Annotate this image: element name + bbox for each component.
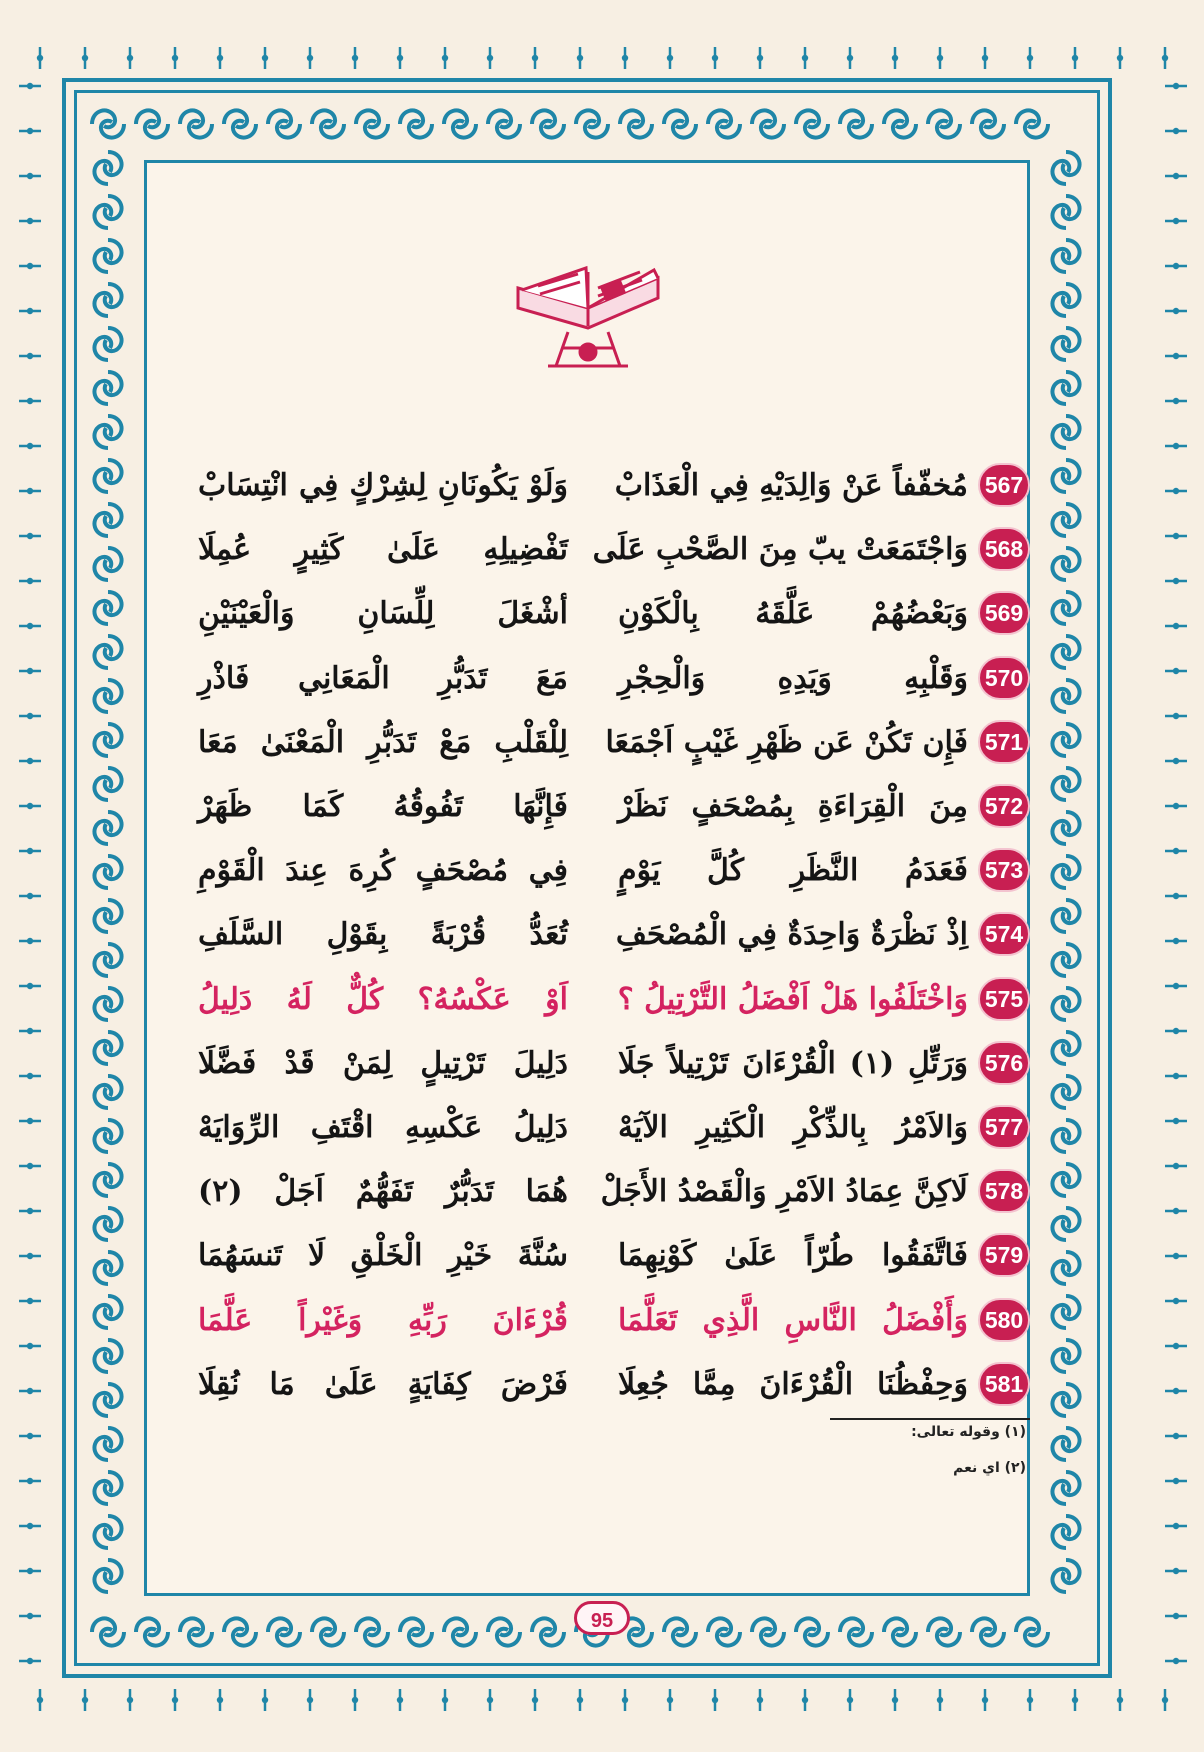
border-tick	[847, 1689, 853, 1711]
arabesque-motif	[356, 110, 388, 137]
verse-first-hemistich: وَرَتِّلِ (١) الْقُرْءَانَ تَرْتِيلاً جَلَا	[618, 1045, 968, 1081]
verse-row	[160, 586, 1030, 642]
border-tick	[19, 938, 41, 944]
border-tick	[217, 47, 223, 69]
border-tick	[19, 758, 41, 764]
arabesque-motif	[94, 328, 121, 360]
border-tick	[19, 308, 41, 314]
arabesque-motif	[576, 110, 608, 137]
verse-number-badge: 575	[978, 977, 1030, 1021]
arabesque-motif	[1052, 328, 1079, 360]
arabesque-motif	[884, 110, 916, 137]
arabesque-motif	[94, 1252, 121, 1284]
arabesque-motif	[94, 592, 121, 624]
border-tick	[1165, 1028, 1187, 1034]
border-tick	[19, 1568, 41, 1574]
verse-second-hemistich: فِي مُصْحَفٍ كُرِهَ عِندَ الْقَوْمِ	[198, 853, 568, 889]
border-tick	[19, 263, 41, 269]
arabesque-motif	[1052, 1032, 1079, 1064]
arabesque-motif	[94, 416, 121, 448]
verse-first-hemistich: فَعَدَمُ النَّظَرِ كُلَّ يَوْمٍ	[618, 853, 968, 889]
border-tick	[1165, 1253, 1187, 1259]
arabesque-motif	[94, 1472, 121, 1504]
arabesque-motif	[1052, 856, 1079, 888]
border-tick	[1165, 938, 1187, 944]
verse-second-hemistich: دَلِيلُ عَكْسِهِ اقْتَفِ الرِّوَايَهْ	[198, 1110, 568, 1145]
border-tick	[1027, 1689, 1033, 1711]
verse-second-hemistich: فَإِنَّهَا تَفُوقُهُ كَمَا ظَهَرْ	[198, 789, 568, 824]
verse-second-hemistich: قُرْءَانَ رَبِّهِ وَغَيْراً عَلَّمَا	[198, 1302, 568, 1338]
arabesque-motif	[94, 680, 121, 712]
arabesque-motif	[94, 636, 121, 668]
arabesque-motif	[400, 1618, 432, 1645]
border-tick	[442, 47, 448, 69]
arabesque-motif	[928, 110, 960, 137]
verse-row	[160, 907, 1030, 963]
border-tick	[1165, 1658, 1187, 1664]
border-tick	[19, 848, 41, 854]
border-tick	[1165, 1478, 1187, 1484]
arabesque-motif	[136, 110, 168, 137]
border-tick	[937, 1689, 943, 1711]
border-tick	[397, 47, 403, 69]
arabesque-motif	[752, 1618, 784, 1645]
border-tick	[982, 1689, 988, 1711]
border-tick	[1072, 47, 1078, 69]
verse-row	[160, 1228, 1030, 1284]
arabesque-motif	[312, 110, 344, 137]
arabesque-motif	[488, 1618, 520, 1645]
border-tick	[172, 1689, 178, 1711]
verse-second-hemistich: دَلِيلَ تَرْتِيلٍ لِمَنْ قَدْ فَضَّلَا	[198, 1045, 568, 1081]
arabesque-motif	[94, 152, 121, 184]
border-tick	[667, 47, 673, 69]
quran-stand-icon	[508, 248, 668, 378]
arabesque-motif	[94, 1076, 121, 1108]
border-tick	[1165, 308, 1187, 314]
verse-second-hemistich: فَرْضَ كِفَايَةٍ عَلَىٰ مَا نُقِلَا	[198, 1366, 568, 1402]
arabesque-motif	[94, 856, 121, 888]
verse-number-badge: 576	[978, 1041, 1030, 1085]
arabesque-motif	[664, 110, 696, 137]
arabesque-motif	[92, 110, 124, 137]
footnote-1: (١) وقوله تعالى:	[911, 1424, 1026, 1440]
verse-number-badge: 581	[978, 1362, 1030, 1406]
border-tick	[532, 47, 538, 69]
border-tick	[19, 1523, 41, 1529]
arabesque-motif	[94, 1428, 121, 1460]
arabesque-motif	[1052, 1208, 1079, 1240]
arabesque-motif	[1052, 1120, 1079, 1152]
arabesque-motif	[1052, 460, 1079, 492]
verse-second-hemistich: سُنَّةَ خَيْرِ الْخَلْقِ لَا تَنسَهُمَا	[198, 1238, 568, 1274]
border-tick	[127, 47, 133, 69]
verse-second-hemistich: تَفْضِيلِهِ عَلَىٰ كَثِيرٍ عُمِلَا	[198, 532, 568, 568]
border-tick	[1165, 1073, 1187, 1079]
arabesque-motif	[840, 110, 872, 137]
arabesque-motif	[94, 460, 121, 492]
verse-row	[160, 779, 1030, 835]
arabesque-motif	[1052, 724, 1079, 756]
border-tick	[19, 488, 41, 494]
arabesque-motif	[1052, 1560, 1079, 1592]
arabesque-motif	[94, 944, 121, 976]
border-tick	[1165, 803, 1187, 809]
arabesque-motif	[840, 1618, 872, 1645]
border-tick	[1165, 848, 1187, 854]
border-tick	[307, 47, 313, 69]
verse-number-badge: 570	[978, 656, 1030, 700]
verse-first-hemistich: اِذْ نَظْرَةٌ وَاحِدَةٌ فِي الْمُصْحَفِ	[615, 917, 968, 953]
border-tick	[37, 47, 43, 69]
border-tick	[1165, 1208, 1187, 1214]
arabesque-motif	[1052, 900, 1079, 932]
border-tick	[1165, 1388, 1187, 1394]
arabesque-motif	[664, 1618, 696, 1645]
border-tick	[1165, 443, 1187, 449]
arabesque-motif	[94, 548, 121, 580]
border-tick	[82, 47, 88, 69]
verse-first-hemistich: وَأَفْضَلُ النَّاسِ الَّذِي تَعَلَّمَا	[618, 1302, 968, 1338]
verse-first-hemistich: وَاخْتَلَفُوا هَلْ اَفْضَلُ التَّرْتِيلُ ؟	[617, 981, 968, 1017]
arabesque-motif	[1052, 372, 1079, 404]
arabesque-motif	[94, 504, 121, 536]
arabesque-motif	[532, 1618, 564, 1645]
border-tick	[19, 1343, 41, 1349]
verse-number-badge: 571	[978, 720, 1030, 764]
arabesque-motif	[94, 768, 121, 800]
border-tick	[19, 893, 41, 899]
arabesque-motif	[92, 1618, 124, 1645]
verse-number-badge: 569	[978, 591, 1030, 635]
border-tick	[1165, 83, 1187, 89]
arabesque-motif	[94, 1340, 121, 1372]
arabesque-motif	[884, 1618, 916, 1645]
arabesque-motif	[94, 812, 121, 844]
verse-number-badge: 579	[978, 1233, 1030, 1277]
arabesque-motif	[1052, 812, 1079, 844]
border-tick	[397, 1689, 403, 1711]
border-tick	[19, 1028, 41, 1034]
border-tick	[1072, 1689, 1078, 1711]
arabesque-motif	[1052, 1516, 1079, 1548]
arabesque-motif	[94, 196, 121, 228]
border-tick	[19, 218, 41, 224]
border-tick	[442, 1689, 448, 1711]
border-tick	[1165, 353, 1187, 359]
border-tick	[19, 1433, 41, 1439]
arabesque-motif	[796, 110, 828, 137]
border-tick	[19, 803, 41, 809]
border-tick	[19, 1073, 41, 1079]
verse-second-hemistich: هُمَا تَدَبُّرٌ تَفَهُّمٌ اَجَلْ (٢)	[198, 1174, 568, 1210]
border-tick	[982, 47, 988, 69]
verse-number-badge: 580	[978, 1298, 1030, 1342]
verse-first-hemistich: وَقَلْبِهِ وَيَدِهِ وَالْحِجْرِ	[618, 660, 968, 696]
border-tick	[307, 1689, 313, 1711]
arabesque-motif	[708, 110, 740, 137]
border-tick	[1165, 1568, 1187, 1574]
verse-first-hemistich: لَاكِنَّ عِمَادُ الاَمْرِ وَالْقَصْدُ الأَجَلْ	[600, 1174, 968, 1210]
verse-first-hemistich: فَإِن تَكُنْ عَن ظَهْرِ غَيْبٍ اَجْمَعَا	[605, 724, 968, 760]
arabesque-motif	[356, 1618, 388, 1645]
border-tick	[19, 1163, 41, 1169]
border-tick	[262, 1689, 268, 1711]
border-tick	[1165, 623, 1187, 629]
verse-number-badge: 567	[978, 463, 1030, 507]
border-tick	[1165, 1298, 1187, 1304]
page-number: 95	[574, 1601, 630, 1635]
border-tick	[1165, 173, 1187, 179]
verse-number-badge: 572	[978, 784, 1030, 828]
verse-number-badge: 578	[978, 1169, 1030, 1213]
arabesque-motif	[94, 1032, 121, 1064]
arabesque-motif	[1052, 680, 1079, 712]
arabesque-motif	[268, 1618, 300, 1645]
arabesque-motif	[928, 1618, 960, 1645]
arabesque-motif	[1052, 1340, 1079, 1372]
verse-row	[160, 1100, 1030, 1156]
border-tick	[172, 47, 178, 69]
border-tick	[667, 1689, 673, 1711]
border-tick	[19, 983, 41, 989]
border-tick	[1117, 1689, 1123, 1711]
border-tick	[577, 1689, 583, 1711]
arabesque-motif	[94, 1164, 121, 1196]
verse-row	[160, 1036, 1030, 1092]
arabesque-motif	[752, 110, 784, 137]
border-tick	[19, 623, 41, 629]
border-tick	[37, 1689, 43, 1711]
arabesque-motif	[1052, 416, 1079, 448]
border-tick	[1165, 668, 1187, 674]
border-tick	[19, 1613, 41, 1619]
arabesque-motif	[1052, 1472, 1079, 1504]
verse-second-hemistich: لِلْقَلْبِ مَعْ تَدَبُّرِ الْمَعْنَىٰ مَعَا	[198, 724, 568, 760]
border-tick	[1165, 533, 1187, 539]
arabesque-motif	[94, 1560, 121, 1592]
arabesque-motif	[136, 1618, 168, 1645]
verse-number-badge: 574	[978, 912, 1030, 956]
border-tick	[19, 1478, 41, 1484]
arabesque-motif	[1052, 1164, 1079, 1196]
verse-second-hemistich: وَلَوْ يَكُونَانِ لِشِرْكٍ فِي انْتِسَابْ	[198, 468, 568, 503]
arabesque-motif	[224, 110, 256, 137]
border-tick	[19, 668, 41, 674]
verse-second-hemistich: تُعَدُّ قُرْبَةً بِقَوْلِ السَّلَفِ	[198, 917, 568, 953]
border-tick	[1165, 488, 1187, 494]
arabesque-motif	[180, 1618, 212, 1645]
border-tick	[1165, 713, 1187, 719]
border-tick	[217, 1689, 223, 1711]
border-tick	[802, 47, 808, 69]
verse-second-hemistich: أشْغَلَ لِلِّسَانِ وَالْعَيْنَيْنِ	[198, 596, 568, 632]
arabesque-motif	[972, 110, 1004, 137]
border-tick	[1165, 893, 1187, 899]
verse-row	[160, 458, 1030, 514]
border-tick	[1165, 1343, 1187, 1349]
border-tick	[622, 47, 628, 69]
verse-second-hemistich: مَعَ تَدَبُّرِ الْمَعَانِي فَاذْرِ	[198, 660, 568, 696]
border-tick	[1165, 1523, 1187, 1529]
verse-number-badge: 577	[978, 1105, 1030, 1149]
border-tick	[487, 47, 493, 69]
border-tick	[1117, 47, 1123, 69]
arabesque-motif	[1052, 504, 1079, 536]
border-tick	[1165, 758, 1187, 764]
border-tick	[19, 713, 41, 719]
border-tick	[1165, 128, 1187, 134]
arabesque-motif	[94, 284, 121, 316]
arabesque-motif	[94, 1384, 121, 1416]
verse-row	[160, 715, 1030, 771]
border-tick	[19, 83, 41, 89]
footnote-rule	[830, 1418, 1030, 1420]
arabesque-motif	[796, 1618, 828, 1645]
arabesque-motif	[1052, 1076, 1079, 1108]
border-tick	[19, 128, 41, 134]
footnote-2: (٢) اي نعم	[953, 1460, 1026, 1476]
border-tick	[19, 398, 41, 404]
border-tick	[1165, 1613, 1187, 1619]
arabesque-motif	[312, 1618, 344, 1645]
border-tick	[1165, 263, 1187, 269]
arabesque-motif	[94, 1296, 121, 1328]
border-tick	[1162, 47, 1168, 69]
verse-row	[160, 1293, 1030, 1349]
border-tick	[1162, 1689, 1168, 1711]
verse-number-badge: 573	[978, 848, 1030, 892]
arabesque-motif	[268, 110, 300, 137]
arabesque-motif	[180, 110, 212, 137]
border-tick	[1165, 1163, 1187, 1169]
border-tick	[622, 1689, 628, 1711]
border-tick	[19, 1298, 41, 1304]
border-tick	[1165, 218, 1187, 224]
border-tick	[577, 47, 583, 69]
border-tick	[712, 1689, 718, 1711]
border-tick	[19, 1658, 41, 1664]
verse-first-hemistich: فَاتَّفَقُوا طُرّاً عَلَىٰ كَوْنِهِمَا	[618, 1238, 968, 1274]
border-tick	[1165, 398, 1187, 404]
border-tick	[757, 47, 763, 69]
verse-first-hemistich: وَبَعْضُهُمْ عَلَّقَهُ بِالْكَوْنِ	[618, 596, 968, 632]
arabesque-motif	[1052, 988, 1079, 1020]
verse-number-badge: 568	[978, 527, 1030, 571]
verse-first-hemistich: وَحِفْظُنَا الْقُرْءَانَ مِمَّا جُعِلَا	[618, 1366, 968, 1402]
border-tick	[127, 1689, 133, 1711]
border-tick	[892, 47, 898, 69]
arabesque-motif	[1016, 110, 1048, 137]
border-tick	[892, 1689, 898, 1711]
arabesque-motif	[94, 1120, 121, 1152]
border-tick	[1165, 983, 1187, 989]
border-tick	[937, 47, 943, 69]
arabesque-motif	[400, 110, 432, 137]
border-tick	[82, 1689, 88, 1711]
arabesque-motif	[488, 110, 520, 137]
arabesque-motif	[94, 1516, 121, 1548]
border-tick	[19, 1118, 41, 1124]
arabesque-motif	[1016, 1618, 1048, 1645]
arabesque-motif	[94, 988, 121, 1020]
verse-row	[160, 843, 1030, 899]
border-tick	[532, 1689, 538, 1711]
arabesque-motif	[1052, 152, 1079, 184]
arabesque-motif	[620, 110, 652, 137]
arabesque-motif	[94, 900, 121, 932]
arabesque-motif	[1052, 768, 1079, 800]
border-tick	[1165, 578, 1187, 584]
verse-first-hemistich: مِنَ الْقِرَاءَةِ بِمُصْحَفٍ نَظَرْ	[618, 789, 968, 824]
border-tick	[1165, 1433, 1187, 1439]
border-tick	[19, 173, 41, 179]
arabesque-motif	[444, 1618, 476, 1645]
verse-first-hemistich: مُخفّفاً عَنْ وَالِدَيْهِ فِي الْعَذَابْ	[614, 468, 968, 503]
arabesque-motif	[94, 1208, 121, 1240]
border-tick	[847, 47, 853, 69]
border-tick	[352, 1689, 358, 1711]
arabesque-motif	[1052, 284, 1079, 316]
arabesque-motif	[94, 240, 121, 272]
arabesque-motif	[94, 372, 121, 404]
border-tick	[19, 1208, 41, 1214]
verse-row	[160, 522, 1030, 578]
border-tick	[712, 47, 718, 69]
verse-second-hemistich: اَوْ عَكْسُهُ؟ كُلٌّ لَهُ دَلِيلُ	[198, 981, 568, 1017]
verse-row	[160, 651, 1030, 707]
border-tick	[487, 1689, 493, 1711]
border-tick	[1165, 1118, 1187, 1124]
arabesque-motif	[708, 1618, 740, 1645]
border-tick	[19, 1253, 41, 1259]
arabesque-motif	[1052, 636, 1079, 668]
arabesque-motif	[532, 110, 564, 137]
border-tick	[352, 47, 358, 69]
arabesque-motif	[1052, 1384, 1079, 1416]
arabesque-motif	[1052, 1428, 1079, 1460]
verse-first-hemistich: وَاجْتَمَعَتْ يبّ مِنَ الصَّحْبِ عَلَى	[592, 532, 968, 568]
border-tick	[262, 47, 268, 69]
arabesque-motif	[1052, 240, 1079, 272]
border-tick	[19, 353, 41, 359]
arabesque-motif	[94, 724, 121, 756]
verse-row	[160, 1164, 1030, 1220]
border-tick	[19, 578, 41, 584]
arabesque-motif	[1052, 196, 1079, 228]
border-tick	[19, 533, 41, 539]
border-tick	[19, 443, 41, 449]
arabesque-motif	[972, 1618, 1004, 1645]
arabesque-motif	[1052, 1252, 1079, 1284]
arabesque-motif	[1052, 1296, 1079, 1328]
arabesque-motif	[1052, 548, 1079, 580]
verse-row	[160, 972, 1030, 1028]
border-tick	[1027, 47, 1033, 69]
verse-row	[160, 1357, 1030, 1413]
arabesque-motif	[1052, 592, 1079, 624]
border-tick	[757, 1689, 763, 1711]
arabesque-motif	[444, 110, 476, 137]
border-tick	[19, 1388, 41, 1394]
arabesque-motif	[1052, 944, 1079, 976]
arabesque-motif	[224, 1618, 256, 1645]
verse-first-hemistich: وَالاَمْرُ بِالذِّكْرِ الْكَثِيرِ الآيَهْ	[618, 1110, 968, 1145]
border-tick	[802, 1689, 808, 1711]
